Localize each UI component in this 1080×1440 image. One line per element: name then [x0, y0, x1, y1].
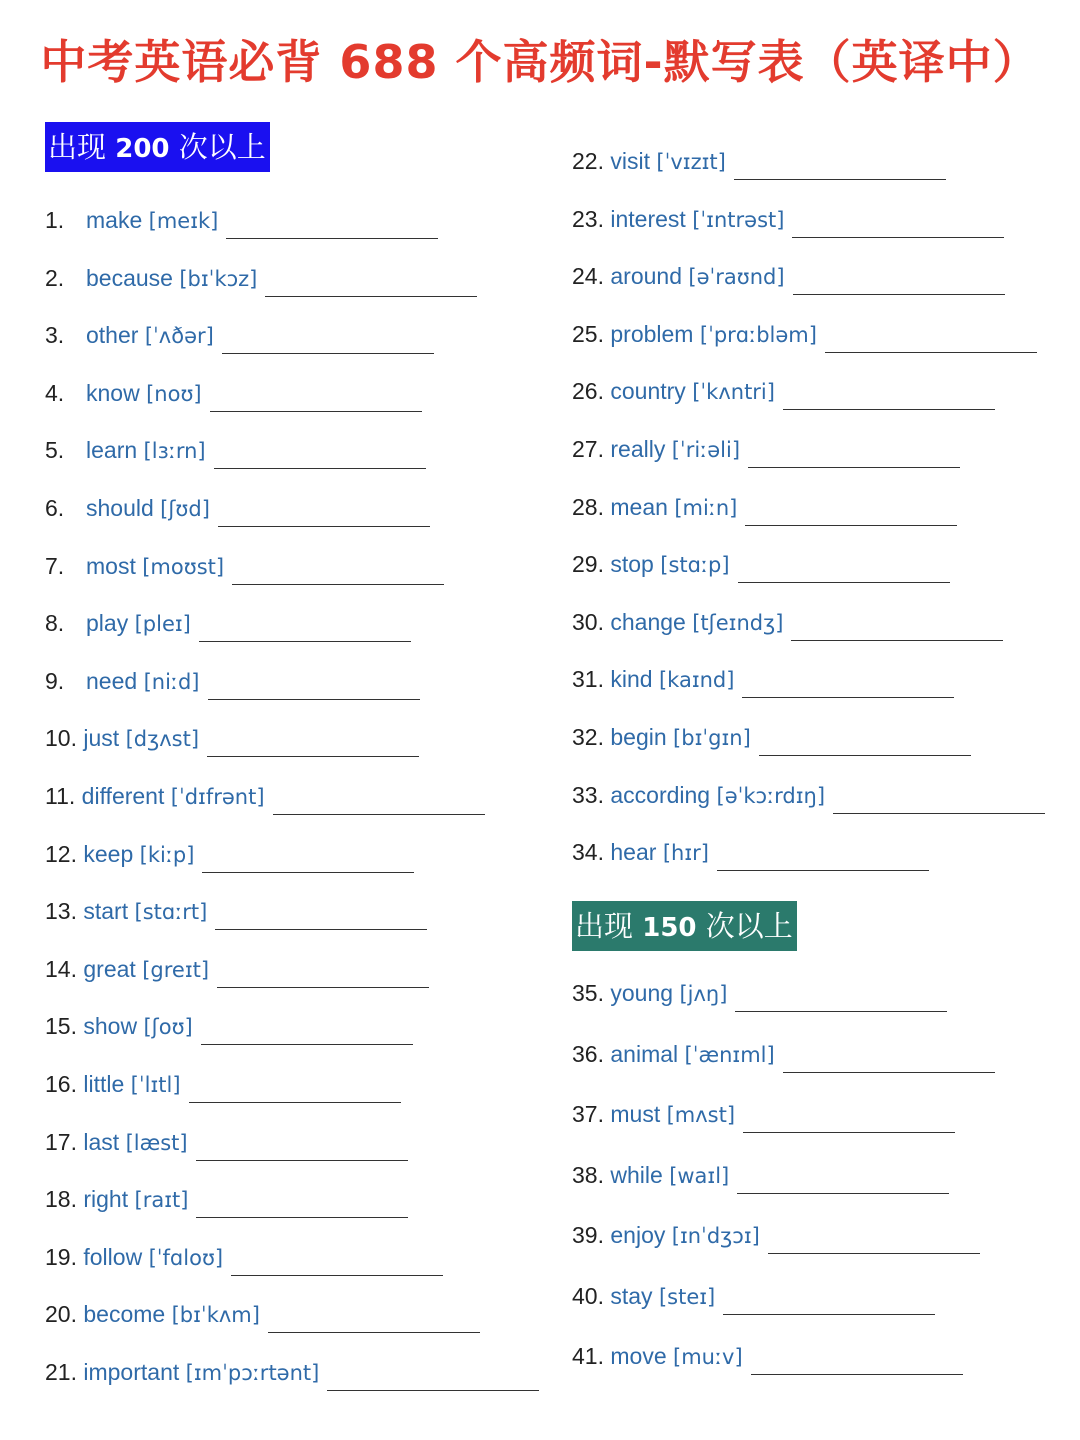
- item-phonetic: [ˈʌðər]: [144, 324, 214, 349]
- item-word: stay: [610, 1282, 653, 1309]
- vocab-item: [572, 1157, 949, 1193]
- vocab-item: [572, 1278, 935, 1314]
- answer-blank[interactable]: [226, 212, 438, 239]
- answer-blank[interactable]: [265, 270, 477, 297]
- item-phonetic: [kiːp]: [139, 842, 195, 867]
- item-number: 38.: [572, 1161, 604, 1188]
- section-label-suffix: 次以上: [178, 130, 266, 164]
- item-word: young: [610, 980, 674, 1006]
- item-phonetic: [ʃoʊ]: [143, 1015, 193, 1040]
- item-word: animal: [610, 1040, 679, 1067]
- vocab-item: [572, 143, 946, 179]
- item-number: 39.: [572, 1222, 604, 1248]
- item-phonetic: [ˈprɑːbləm]: [699, 322, 817, 347]
- item-word: little: [83, 1071, 125, 1097]
- vocab-item: [572, 1338, 963, 1374]
- item-phonetic: [ʃʊd]: [160, 497, 210, 521]
- vocab-item: [572, 258, 1005, 294]
- item-word: mean: [610, 493, 668, 520]
- answer-blank[interactable]: [783, 1046, 995, 1073]
- vocab-item: [572, 1217, 980, 1253]
- section-label-prefix: 出现: [575, 909, 634, 943]
- item-phonetic: [greɪt]: [142, 957, 210, 982]
- item-phonetic: [kaɪnd]: [658, 668, 735, 693]
- vocab-item: [572, 489, 957, 525]
- item-phonetic: [raɪt]: [134, 1188, 189, 1213]
- answer-blank[interactable]: [214, 442, 426, 469]
- item-word: just: [83, 725, 120, 752]
- item-word: problem: [610, 320, 694, 347]
- item-word: show: [83, 1013, 138, 1040]
- answer-blank[interactable]: [759, 729, 971, 756]
- item-phonetic: [ˈlɪtl]: [130, 1073, 181, 1097]
- item-phonetic: [stɑːrt]: [134, 900, 208, 925]
- vocab-item: [572, 373, 995, 409]
- vocab-item: [572, 1036, 995, 1072]
- item-number: 36.: [572, 1040, 604, 1067]
- item-word: right: [83, 1186, 129, 1213]
- answer-blank[interactable]: [742, 671, 954, 698]
- item-number: 8.: [45, 610, 65, 637]
- answer-blank[interactable]: [717, 844, 929, 871]
- vocab-item: [45, 202, 438, 238]
- answer-blank[interactable]: [745, 499, 957, 526]
- item-number: 28.: [572, 493, 604, 520]
- vocab-item: [572, 604, 1003, 640]
- answer-blank[interactable]: [201, 1018, 413, 1045]
- item-number: 6.: [45, 495, 65, 521]
- item-number: 30.: [572, 608, 604, 635]
- item-word: must: [610, 1101, 661, 1127]
- item-word: make: [86, 207, 143, 233]
- item-phonetic: [læst]: [125, 1130, 188, 1155]
- item-word: interest: [610, 205, 686, 232]
- item-number: 29.: [572, 551, 604, 578]
- item-number: 26.: [572, 378, 604, 405]
- item-number: 10.: [45, 725, 77, 752]
- item-word: while: [610, 1161, 663, 1188]
- answer-blank[interactable]: [196, 1134, 408, 1161]
- item-phonetic: [noʊ]: [146, 381, 202, 406]
- answer-blank[interactable]: [218, 500, 430, 527]
- vocab-item: [45, 605, 411, 641]
- item-number: 35.: [572, 980, 604, 1006]
- vocab-item: [45, 1066, 401, 1102]
- answer-blank[interactable]: [199, 615, 411, 642]
- item-word: most: [86, 552, 136, 579]
- answer-blank[interactable]: [737, 1167, 949, 1194]
- vocab-item: [45, 778, 485, 814]
- item-word: really: [610, 436, 666, 462]
- item-phonetic: [bɪˈgɪn]: [673, 726, 751, 750]
- item-phonetic: [ˈvɪzɪt]: [656, 150, 726, 174]
- item-word: hear: [610, 839, 657, 866]
- answer-blank[interactable]: [215, 903, 427, 930]
- vocab-item: [572, 201, 1004, 237]
- section-header-150: [572, 901, 797, 951]
- item-number: 23.: [572, 205, 604, 232]
- item-word: last: [83, 1128, 120, 1155]
- section-label-number: 200: [115, 134, 170, 164]
- answer-blank[interactable]: [217, 961, 429, 988]
- item-phonetic: [ˈfɑloʊ]: [148, 1245, 224, 1270]
- item-number: 4.: [45, 379, 65, 406]
- item-number: 17.: [45, 1128, 77, 1155]
- vocab-item: [45, 951, 429, 987]
- item-phonetic: [muːv]: [673, 1345, 743, 1369]
- item-phonetic: [hɪr]: [662, 841, 709, 866]
- answer-blank[interactable]: [833, 787, 1045, 814]
- section-label-prefix: 出现: [48, 130, 107, 164]
- item-phonetic: [stɑːp]: [660, 553, 730, 578]
- answer-blank[interactable]: [210, 385, 422, 412]
- answer-blank[interactable]: [783, 383, 995, 410]
- item-phonetic: [əˈraʊnd]: [688, 265, 785, 290]
- item-word: change: [610, 608, 686, 635]
- item-phonetic: [jʌŋ]: [679, 982, 728, 1006]
- item-word: keep: [83, 840, 134, 867]
- vocab-item: [45, 375, 422, 411]
- item-phonetic: [niːd]: [143, 669, 200, 694]
- answer-blank[interactable]: [735, 985, 947, 1012]
- item-number: 22.: [572, 148, 604, 174]
- vocab-item: [45, 432, 426, 468]
- item-number: 34.: [572, 839, 604, 866]
- item-word: become: [83, 1301, 166, 1328]
- item-word: other: [86, 322, 139, 349]
- answer-blank[interactable]: [825, 326, 1037, 353]
- item-phonetic: [ˈriːəli]: [671, 438, 741, 462]
- answer-blank[interactable]: [202, 846, 414, 873]
- item-word: enjoy: [610, 1222, 666, 1248]
- item-word: know: [86, 379, 140, 406]
- answer-blank[interactable]: [231, 1249, 443, 1276]
- answer-blank[interactable]: [723, 1288, 935, 1315]
- item-number: 13.: [45, 898, 77, 925]
- item-word: around: [610, 263, 682, 290]
- page-title: 中考英语必背 688 个高频词-默写表（英译中）: [40, 35, 1040, 89]
- vocab-item: [572, 316, 1037, 352]
- item-phonetic: [meɪk]: [148, 209, 219, 233]
- answer-blank[interactable]: [748, 441, 960, 468]
- answer-blank[interactable]: [268, 1306, 480, 1333]
- vocab-item: [45, 1008, 413, 1044]
- item-word: begin: [610, 724, 667, 750]
- item-number: 2.: [45, 264, 65, 291]
- item-number: 31.: [572, 666, 604, 693]
- answer-blank[interactable]: [793, 268, 1005, 295]
- item-phonetic: [ˈɪntrəst]: [692, 207, 785, 232]
- vocab-item: [45, 720, 419, 756]
- item-word: country: [610, 378, 686, 405]
- item-number: 5.: [45, 437, 65, 464]
- item-phonetic: [pleɪ]: [134, 612, 191, 637]
- item-number: 14.: [45, 955, 77, 982]
- vocab-item: [45, 663, 420, 699]
- item-number: 19.: [45, 1243, 77, 1270]
- item-phonetic: [dʒʌst]: [125, 727, 200, 752]
- item-phonetic: [tʃeɪndʒ]: [692, 610, 784, 635]
- vocab-item: [572, 661, 954, 697]
- item-number: 33.: [572, 781, 604, 808]
- answer-blank[interactable]: [222, 327, 434, 354]
- item-word: because: [86, 264, 173, 291]
- item-phonetic: [əˈkɔːrdɪŋ]: [716, 783, 826, 808]
- vocab-item: [572, 777, 1045, 813]
- section-label-suffix: 次以上: [705, 909, 793, 943]
- item-word: follow: [83, 1243, 143, 1270]
- item-phonetic: [ɪnˈdʒɔɪ]: [671, 1224, 760, 1248]
- item-phonetic: [steɪ]: [658, 1284, 716, 1309]
- answer-blank[interactable]: [189, 1076, 401, 1103]
- item-number: 37.: [572, 1101, 604, 1127]
- item-word: need: [86, 667, 138, 694]
- answer-blank[interactable]: [734, 153, 946, 180]
- vocab-item: [45, 1354, 539, 1390]
- answer-blank[interactable]: [196, 1191, 408, 1218]
- section-label-number: 150: [642, 913, 697, 943]
- vocab-item: [45, 1181, 408, 1217]
- item-number: 3.: [45, 322, 65, 349]
- answer-blank[interactable]: [273, 788, 485, 815]
- vocab-item: [45, 490, 430, 526]
- item-number: 15.: [45, 1013, 77, 1040]
- vocab-item: [572, 975, 947, 1011]
- item-number: 21.: [45, 1359, 77, 1385]
- vocab-item: [572, 1096, 955, 1132]
- item-number: 40.: [572, 1282, 604, 1309]
- vocab-item: [45, 548, 444, 584]
- vocab-item: [572, 719, 971, 755]
- item-number: 7.: [45, 552, 65, 579]
- item-number: 27.: [572, 436, 604, 462]
- answer-blank[interactable]: [791, 614, 1003, 641]
- item-number: 20.: [45, 1301, 77, 1328]
- item-phonetic: [bɪˈkɔz]: [179, 266, 258, 291]
- answer-blank[interactable]: [792, 211, 1004, 238]
- item-word: stop: [610, 551, 654, 578]
- item-word: according: [610, 781, 711, 808]
- item-phonetic: [ɪmˈpɔːrtənt]: [185, 1361, 320, 1385]
- item-number: 9.: [45, 667, 65, 694]
- answer-blank[interactable]: [208, 673, 420, 700]
- vocab-item: [45, 260, 477, 296]
- vocab-item: [572, 546, 950, 582]
- answer-blank[interactable]: [232, 558, 444, 585]
- item-word: move: [610, 1343, 667, 1369]
- section-header-200: [45, 122, 270, 172]
- item-number: 41.: [572, 1343, 604, 1369]
- item-phonetic: [ˈdɪfrənt]: [170, 785, 265, 809]
- item-word: important: [83, 1359, 180, 1385]
- item-number: 1.: [45, 207, 65, 233]
- item-word: start: [83, 898, 129, 925]
- vocab-item: [572, 834, 929, 870]
- answer-blank[interactable]: [768, 1227, 980, 1254]
- item-phonetic: [ˈkʌntri]: [692, 380, 775, 405]
- item-word: visit: [610, 148, 650, 174]
- vocab-item: [45, 317, 434, 353]
- vocab-item: [45, 1124, 408, 1160]
- vocab-item: [45, 1296, 480, 1332]
- item-phonetic: [bɪˈkʌm]: [171, 1303, 260, 1328]
- item-number: 24.: [572, 263, 604, 290]
- item-phonetic: [ˈænɪml]: [684, 1042, 775, 1067]
- item-phonetic: [miːn]: [674, 495, 738, 520]
- item-number: 25.: [572, 320, 604, 347]
- item-word: kind: [610, 666, 653, 693]
- answer-blank[interactable]: [327, 1364, 539, 1391]
- vocab-item: [45, 1239, 443, 1275]
- item-number: 11.: [45, 783, 76, 809]
- item-phonetic: [lɜːrn]: [143, 439, 206, 464]
- item-phonetic: [waɪl]: [669, 1163, 730, 1188]
- answer-blank[interactable]: [738, 556, 950, 583]
- item-word: learn: [86, 437, 138, 464]
- item-word: play: [86, 610, 129, 637]
- vocab-item: [572, 431, 960, 467]
- item-word: should: [86, 495, 154, 521]
- item-phonetic: [mʌst]: [666, 1103, 736, 1127]
- vocab-item: [45, 836, 414, 872]
- item-word: different: [81, 783, 165, 809]
- item-number: 16.: [45, 1071, 77, 1097]
- vocab-item: [45, 893, 427, 929]
- item-number: 12.: [45, 840, 77, 867]
- item-word: great: [83, 955, 136, 982]
- answer-blank[interactable]: [743, 1106, 955, 1133]
- answer-blank[interactable]: [751, 1348, 963, 1375]
- item-number: 18.: [45, 1186, 77, 1213]
- answer-blank[interactable]: [207, 730, 419, 757]
- item-phonetic: [moʊst]: [142, 554, 225, 579]
- item-number: 32.: [572, 724, 604, 750]
